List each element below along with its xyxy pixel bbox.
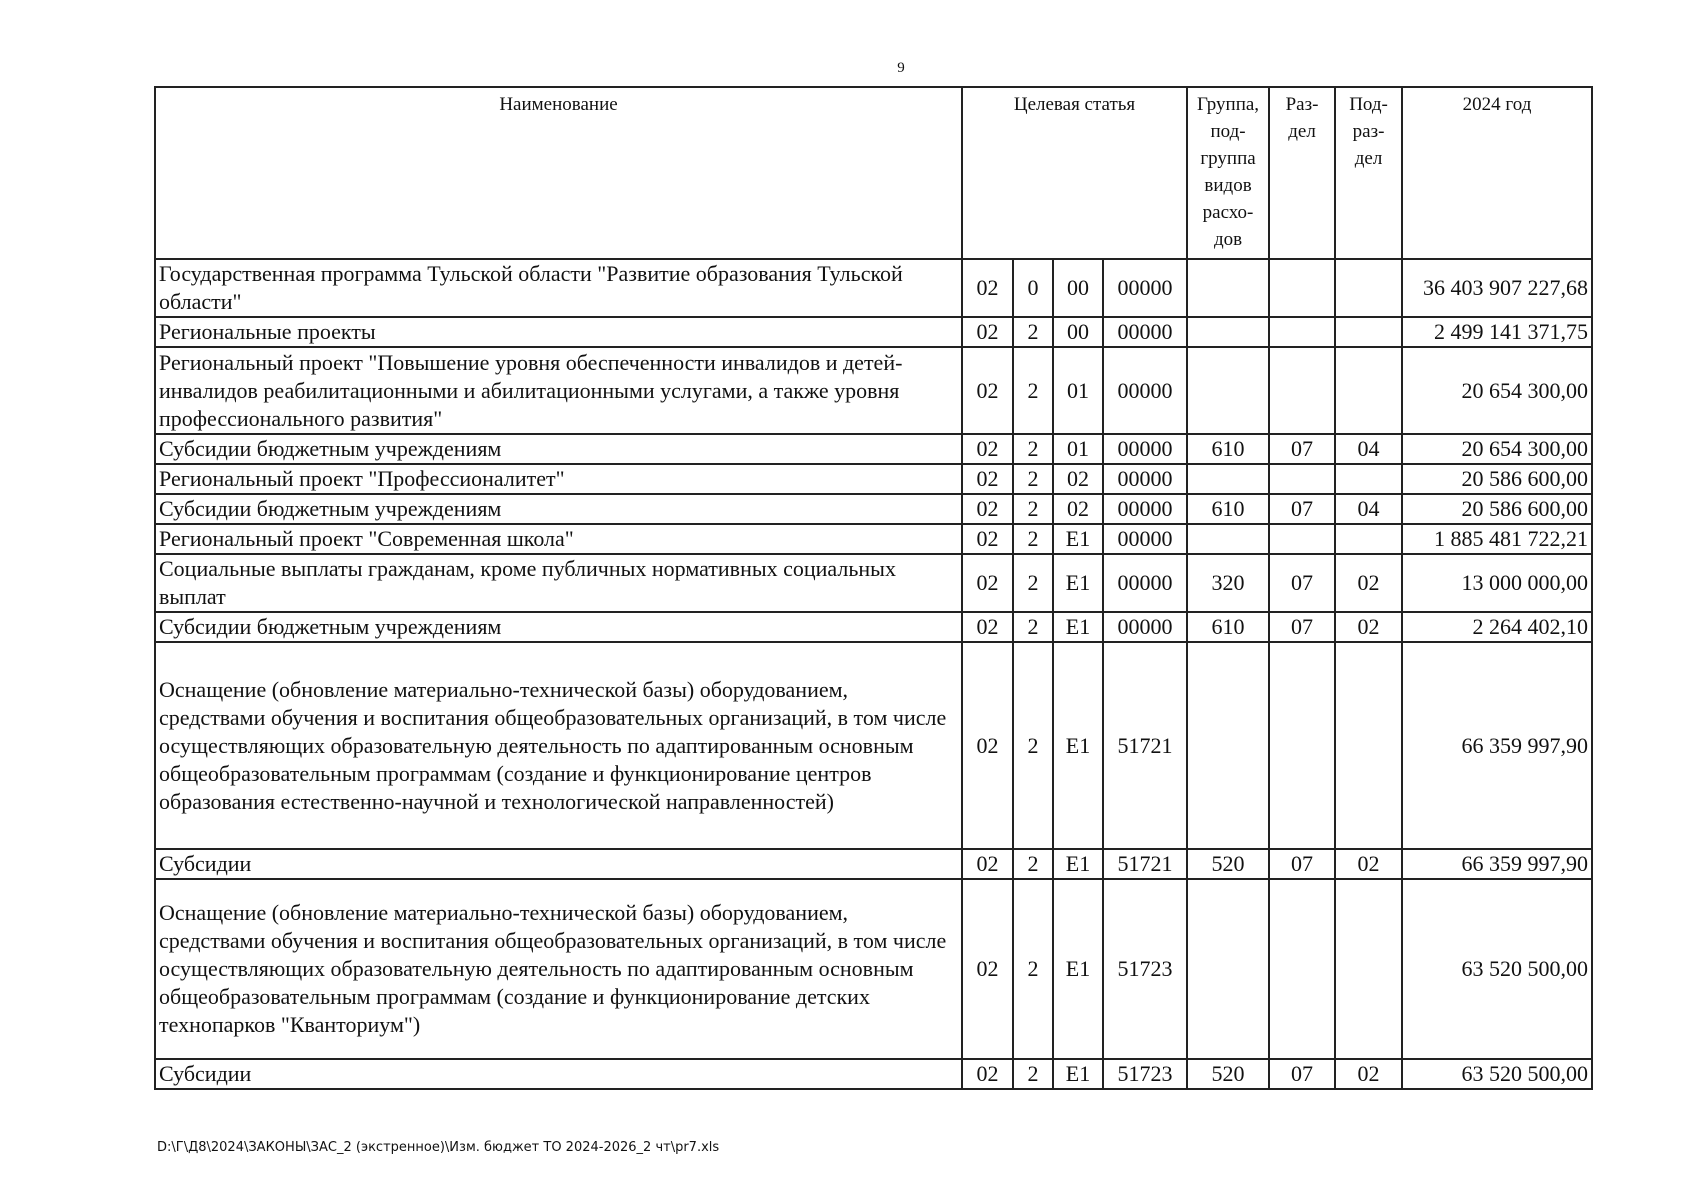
cell-section bbox=[1269, 642, 1335, 849]
cell-target-program: 02 bbox=[962, 494, 1013, 524]
table-row bbox=[155, 642, 1592, 849]
cell-target-subprogram: 02 bbox=[1053, 464, 1103, 494]
header-target-article: Целевая статья bbox=[962, 87, 1187, 259]
cell-target-type: 2 bbox=[1013, 434, 1053, 464]
table-row bbox=[155, 434, 1592, 464]
cell-target-type: 2 bbox=[1013, 849, 1053, 879]
cell-target-subprogram: 00 bbox=[1053, 259, 1103, 317]
cell-target-type: 2 bbox=[1013, 879, 1053, 1059]
cell-amount: 66 359 997,90 bbox=[1402, 849, 1592, 879]
cell-amount: 2 264 402,10 bbox=[1402, 612, 1592, 642]
cell-target-type: 2 bbox=[1013, 554, 1053, 612]
cell-row-name: Региональный проект "Профессионалитет" bbox=[155, 464, 962, 494]
cell-amount: 63 520 500,00 bbox=[1402, 1059, 1592, 1089]
header-subsection: Под-раз-дел bbox=[1335, 87, 1402, 259]
cell-row-name: Оснащение (обновление материально-технической базы) оборудованием, средствами обучения и воспитания общеобразовательных организаций, в том числе осуществляющих образовательную деятельность по адаптированным основным общеобразовательным программам (создание и функционирование детских технопарков "Кванториум") bbox=[155, 879, 962, 1059]
cell-subsection: 02 bbox=[1335, 1059, 1402, 1089]
cell-row-name: Субсидии bbox=[155, 849, 962, 879]
cell-target-subprogram: 00 bbox=[1053, 317, 1103, 347]
cell-section bbox=[1269, 879, 1335, 1059]
cell-row-name: Государственная программа Тульской области "Развитие образования Тульской области" bbox=[155, 259, 962, 317]
table-row bbox=[155, 849, 1592, 879]
header-year: 2024 год bbox=[1402, 87, 1592, 259]
cell-section: 07 bbox=[1269, 612, 1335, 642]
cell-expense-group: 610 bbox=[1187, 612, 1269, 642]
cell-row-name: Оснащение (обновление материально-технической базы) оборудованием, средствами обучения и воспитания общеобразовательных организаций, в том числе осуществляющих образовательную деятельность по адаптированным основным общеобразовательным программам (создание и функционирование центров образования естественно-научной и технологической направленностей) bbox=[155, 642, 962, 849]
cell-target-direction: 00000 bbox=[1103, 554, 1187, 612]
cell-target-direction: 00000 bbox=[1103, 612, 1187, 642]
cell-expense-group bbox=[1187, 347, 1269, 434]
cell-target-subprogram: 02 bbox=[1053, 494, 1103, 524]
cell-target-type: 2 bbox=[1013, 317, 1053, 347]
cell-target-program: 02 bbox=[962, 642, 1013, 849]
budget-table bbox=[154, 86, 1593, 1090]
cell-target-program: 02 bbox=[962, 554, 1013, 612]
cell-section: 07 bbox=[1269, 1059, 1335, 1089]
cell-target-subprogram: 01 bbox=[1053, 347, 1103, 434]
cell-target-direction: 00000 bbox=[1103, 494, 1187, 524]
cell-amount: 13 000 000,00 bbox=[1402, 554, 1592, 612]
cell-subsection bbox=[1335, 347, 1402, 434]
cell-target-direction: 00000 bbox=[1103, 524, 1187, 554]
cell-amount: 20 586 600,00 bbox=[1402, 494, 1592, 524]
cell-row-name: Региональный проект "Современная школа" bbox=[155, 524, 962, 554]
cell-section: 07 bbox=[1269, 494, 1335, 524]
table-row bbox=[155, 347, 1592, 434]
table-row bbox=[155, 494, 1592, 524]
cell-target-program: 02 bbox=[962, 434, 1013, 464]
page-number: 9 bbox=[897, 60, 905, 76]
cell-target-type: 0 bbox=[1013, 259, 1053, 317]
cell-target-direction: 51723 bbox=[1103, 879, 1187, 1059]
cell-target-type: 2 bbox=[1013, 642, 1053, 849]
cell-section bbox=[1269, 464, 1335, 494]
cell-target-type: 2 bbox=[1013, 494, 1053, 524]
cell-amount: 36 403 907 227,68 bbox=[1402, 259, 1592, 317]
cell-expense-group bbox=[1187, 524, 1269, 554]
cell-target-subprogram: E1 bbox=[1053, 612, 1103, 642]
cell-row-name: Региональные проекты bbox=[155, 317, 962, 347]
cell-target-program: 02 bbox=[962, 259, 1013, 317]
cell-expense-group: 610 bbox=[1187, 434, 1269, 464]
cell-target-subprogram: 01 bbox=[1053, 434, 1103, 464]
cell-expense-group bbox=[1187, 317, 1269, 347]
cell-subsection bbox=[1335, 317, 1402, 347]
table-row bbox=[155, 464, 1592, 494]
footer-file-path: D:\Г\Д8\2024\ЗАКОНЫ\ЗАС_2 (экстренное)\Изм. бюджет ТО 2024-2026_2 чт\pr7.xls bbox=[157, 1140, 720, 1155]
cell-target-subprogram: E1 bbox=[1053, 642, 1103, 849]
cell-target-program: 02 bbox=[962, 347, 1013, 434]
cell-subsection: 02 bbox=[1335, 849, 1402, 879]
table-row bbox=[155, 554, 1592, 612]
cell-section bbox=[1269, 259, 1335, 317]
cell-target-type: 2 bbox=[1013, 524, 1053, 554]
cell-row-name: Субсидии бюджетным учреждениям bbox=[155, 494, 962, 524]
table-row bbox=[155, 1059, 1592, 1089]
table-header-row bbox=[155, 87, 1592, 259]
cell-expense-group bbox=[1187, 642, 1269, 849]
cell-expense-group: 520 bbox=[1187, 849, 1269, 879]
cell-section bbox=[1269, 524, 1335, 554]
cell-subsection bbox=[1335, 464, 1402, 494]
cell-subsection bbox=[1335, 524, 1402, 554]
cell-amount: 63 520 500,00 bbox=[1402, 879, 1592, 1059]
cell-target-direction: 00000 bbox=[1103, 434, 1187, 464]
cell-target-program: 02 bbox=[962, 464, 1013, 494]
cell-expense-group bbox=[1187, 464, 1269, 494]
cell-row-name: Региональный проект "Повышение уровня обеспеченности инвалидов и детей-инвалидов реабилитационными и абилитационными услугами, а также уровня профессионального развития" bbox=[155, 347, 962, 434]
cell-subsection: 02 bbox=[1335, 612, 1402, 642]
cell-amount: 20 654 300,00 bbox=[1402, 347, 1592, 434]
cell-amount: 20 654 300,00 bbox=[1402, 434, 1592, 464]
table-row bbox=[155, 317, 1592, 347]
table-body bbox=[155, 259, 1592, 1089]
header-section: Раз-дел bbox=[1269, 87, 1335, 259]
cell-section bbox=[1269, 347, 1335, 434]
cell-target-type: 2 bbox=[1013, 347, 1053, 434]
cell-row-name: Субсидии bbox=[155, 1059, 962, 1089]
cell-target-type: 2 bbox=[1013, 1059, 1053, 1089]
cell-target-program: 02 bbox=[962, 524, 1013, 554]
cell-target-program: 02 bbox=[962, 317, 1013, 347]
cell-section: 07 bbox=[1269, 849, 1335, 879]
cell-subsection bbox=[1335, 642, 1402, 849]
cell-target-subprogram: E1 bbox=[1053, 849, 1103, 879]
cell-subsection bbox=[1335, 259, 1402, 317]
header-name: Наименование bbox=[155, 87, 962, 259]
cell-row-name: Субсидии бюджетным учреждениям bbox=[155, 612, 962, 642]
cell-subsection: 04 bbox=[1335, 494, 1402, 524]
cell-subsection: 04 bbox=[1335, 434, 1402, 464]
cell-target-direction: 51721 bbox=[1103, 849, 1187, 879]
cell-amount: 20 586 600,00 bbox=[1402, 464, 1592, 494]
cell-target-type: 2 bbox=[1013, 612, 1053, 642]
cell-target-type: 2 bbox=[1013, 464, 1053, 494]
cell-amount: 2 499 141 371,75 bbox=[1402, 317, 1592, 347]
cell-subsection bbox=[1335, 879, 1402, 1059]
cell-target-subprogram: E1 bbox=[1053, 1059, 1103, 1089]
cell-expense-group bbox=[1187, 879, 1269, 1059]
cell-amount: 1 885 481 722,21 bbox=[1402, 524, 1592, 554]
cell-target-program: 02 bbox=[962, 849, 1013, 879]
cell-target-direction: 00000 bbox=[1103, 464, 1187, 494]
cell-amount: 66 359 997,90 bbox=[1402, 642, 1592, 849]
cell-target-program: 02 bbox=[962, 879, 1013, 1059]
cell-target-direction: 00000 bbox=[1103, 347, 1187, 434]
cell-target-direction: 00000 bbox=[1103, 317, 1187, 347]
cell-section bbox=[1269, 317, 1335, 347]
cell-target-direction: 51721 bbox=[1103, 642, 1187, 849]
cell-target-subprogram: E1 bbox=[1053, 554, 1103, 612]
table-row bbox=[155, 879, 1592, 1059]
cell-row-name: Субсидии бюджетным учреждениям bbox=[155, 434, 962, 464]
table-row bbox=[155, 259, 1592, 317]
cell-target-program: 02 bbox=[962, 1059, 1013, 1089]
cell-target-subprogram: E1 bbox=[1053, 879, 1103, 1059]
cell-target-direction: 51723 bbox=[1103, 1059, 1187, 1089]
cell-expense-group: 320 bbox=[1187, 554, 1269, 612]
cell-expense-group: 520 bbox=[1187, 1059, 1269, 1089]
cell-subsection: 02 bbox=[1335, 554, 1402, 612]
cell-row-name: Социальные выплаты гражданам, кроме публичных нормативных социальных выплат bbox=[155, 554, 962, 612]
table-row bbox=[155, 524, 1592, 554]
table-row bbox=[155, 612, 1592, 642]
cell-target-direction: 00000 bbox=[1103, 259, 1187, 317]
header-expense-group: Группа, под-группа видов расхо-дов bbox=[1187, 87, 1269, 259]
cell-section: 07 bbox=[1269, 434, 1335, 464]
cell-section: 07 bbox=[1269, 554, 1335, 612]
cell-expense-group: 610 bbox=[1187, 494, 1269, 524]
cell-expense-group bbox=[1187, 259, 1269, 317]
cell-target-program: 02 bbox=[962, 612, 1013, 642]
cell-target-subprogram: E1 bbox=[1053, 524, 1103, 554]
